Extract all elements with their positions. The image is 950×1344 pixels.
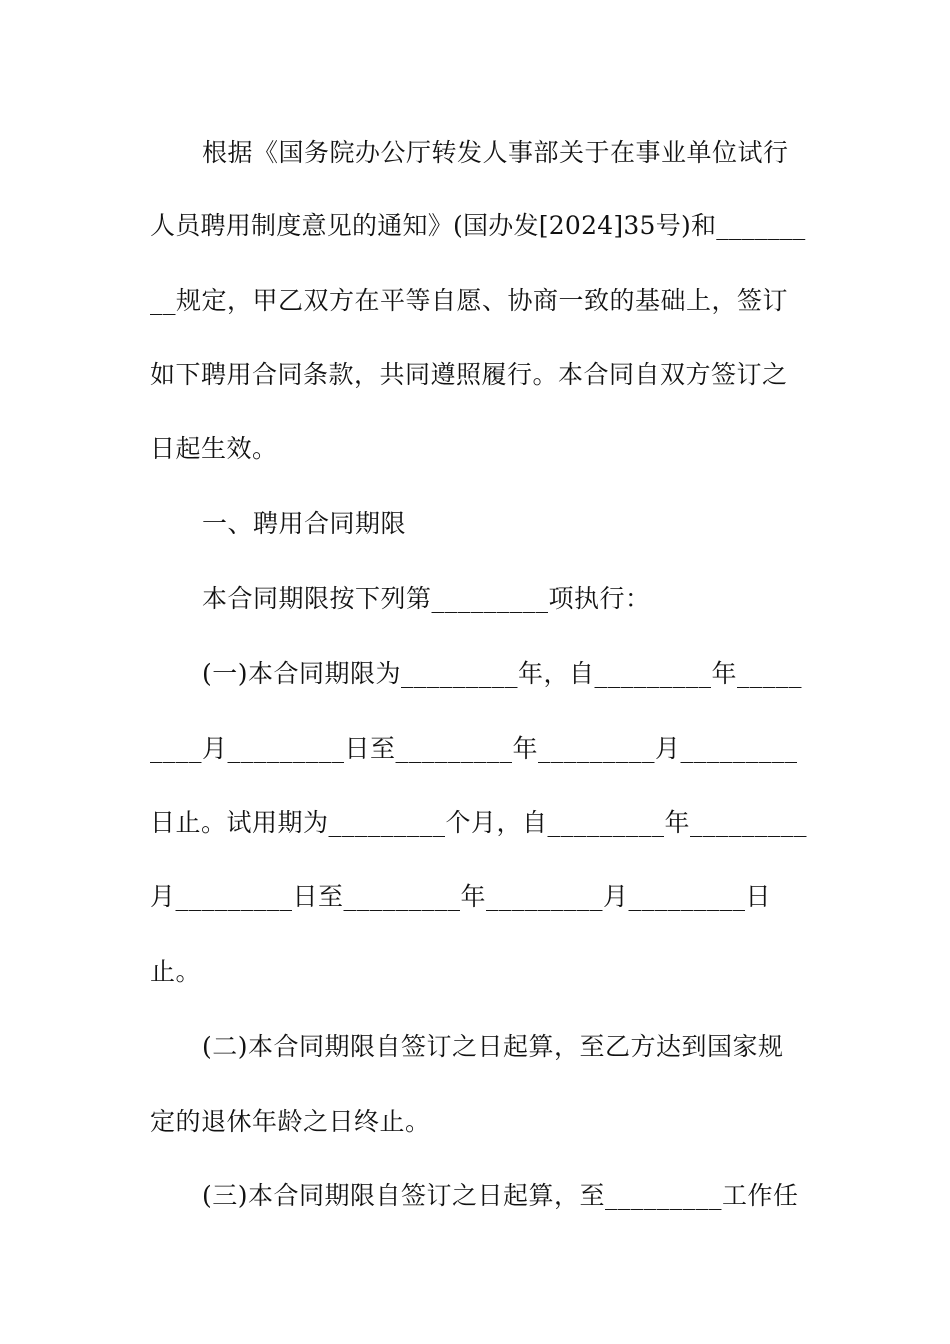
- clause-one-line-4: 月_________日至_________年_________月_________日: [150, 882, 772, 911]
- clause-one-line-1: (一)本合同期限为_________年，自_________年_____: [202, 659, 803, 688]
- paragraph-term-option: 本合同期限按下列第_________项执行：: [202, 584, 651, 613]
- paragraph-intro-line-4: 如下聘用合同条款，共同遵照履行。本合同自双方签订之: [150, 360, 788, 389]
- clause-two-line-2: 定的退休年龄之日终止。: [150, 1107, 431, 1136]
- paragraph-intro-line-1: 根据《国务院办公厅转发人事部关于在事业单位试行: [202, 138, 789, 167]
- paragraph-intro-line-3: __规定，甲乙双方在平等自愿、协商一致的基础上，签订: [150, 286, 789, 315]
- clause-one-line-2: ____月_________日至_________年_________月_________: [150, 734, 798, 763]
- paragraph-intro-line-5: 日起生效。: [150, 434, 278, 463]
- clause-three-line-1: (三)本合同期限自签订之日起算，至_________工作任: [202, 1181, 799, 1210]
- clause-one-line-3: 日止。试用期为_________个月，自_________年_________: [150, 808, 808, 837]
- section-heading-contract-term: 一、聘用合同期限: [202, 509, 407, 538]
- clause-two-line-1: (二)本合同期限自签订之日起算，至乙方达到国家规: [202, 1032, 784, 1061]
- clause-one-line-5: 止。: [150, 957, 202, 986]
- paragraph-intro-line-2: 人员聘用制度意见的通知》(国办发[2024]35号)和_______: [150, 211, 806, 240]
